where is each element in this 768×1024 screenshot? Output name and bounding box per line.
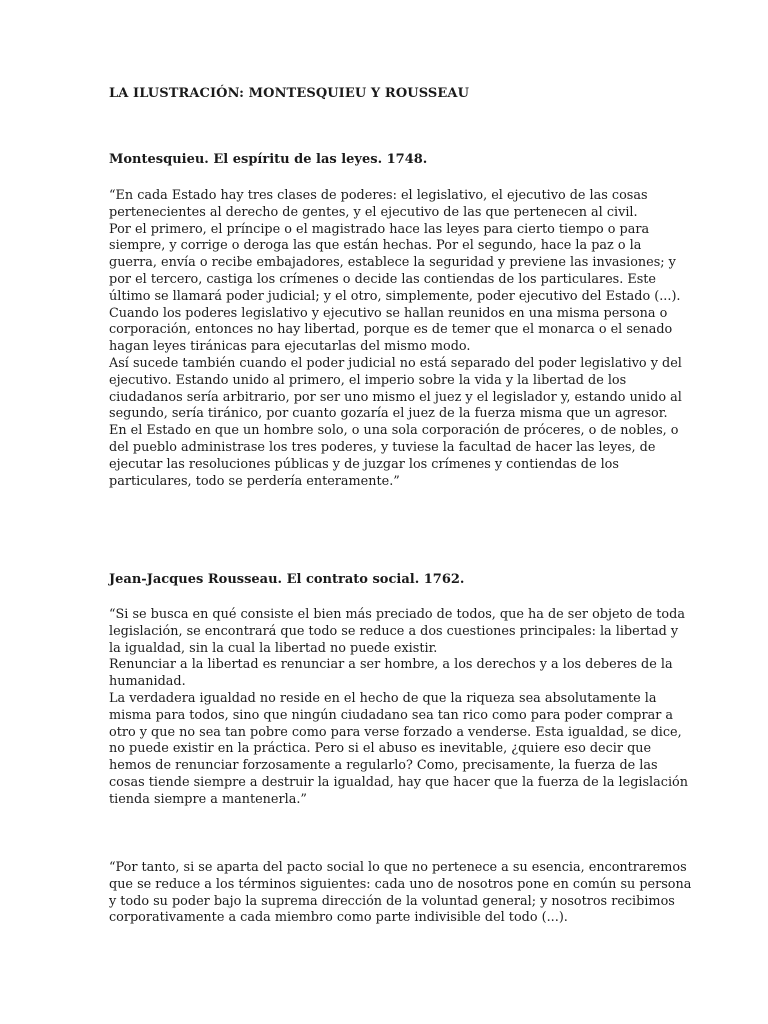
text-line: ciudadanos sería arbitrario, por ser uno mismo el juez y el legislador y, estando unido al [109,389,682,405]
rousseau-quote-1 [109,607,688,809]
section-heading-montesquieu: Montesquieu. El espíritu de las leyes. 1748. [109,152,428,167]
text-line: hemos de renunciar forzosamente a regularlo? Como, precisamente, la fuerza de las [109,758,658,774]
text-line: pertenecientes al derecho de gentes, y el ejecutivo de las que pertenecen al civil. [109,204,638,220]
text-line: cosas tiende siempre a destruir la igualdad, hay que hacer que la fuerza de la legislación [109,774,688,790]
text-line: por el tercero, castiga los crímenes o decide las contiendas de los particulares. Este [109,271,656,287]
text-line: ejecutar las resoluciones públicas y de juzgar los crímenes y contiendas de los [109,456,619,472]
text-line: legislación, se encontrará que todo se reduce a dos cuestiones principales: la libertad y [109,623,679,639]
text-line: “Por tanto, si se aparta del pacto social lo que no pertenece a su esencia, encontraremos [109,860,687,875]
text-line: misma para todos, sino que ningún ciudadano sea tan rico como para poder comprar a [109,707,674,723]
section-heading-rousseau: Jean-Jacques Rousseau. El contrato social. 1762. [109,572,465,587]
text-line: la igualdad, sin la cual la libertad no puede existir. [109,640,438,656]
text-line: Cuando los poderes legislativo y ejecutivo se hallan reunidos en una misma persona o [109,305,668,321]
document-title: LA ILUSTRACIÓN: MONTESQUIEU Y ROUSSEAU [109,86,470,101]
text-line: particulares, todo se perdería enteramente.” [109,473,400,489]
text-line: que se reduce a los términos siguientes: cada uno de nosotros pone en común su persona [109,876,692,892]
text-line: y todo su poder bajo la suprema dirección de la voluntad general; y nosotros recibimos [109,893,675,909]
text-line: Por el primero, el príncipe o el magistrado hace las leyes para cierto tiempo o para [109,221,650,237]
text-line: Así sucede también cuando el poder judicial no está separado del poder legislativo y del [109,355,682,371]
text-line: corporativamente a cada miembro como parte indivisible del todo (...). [109,910,568,926]
rousseau-quote-2 [109,860,692,927]
document-page [109,0,692,1024]
text-line: corporación, entonces no hay libertad, porque es de temer que el monarca o el senado [109,322,673,338]
text-line: En el Estado en que un hombre solo, o una sola corporación de próceres, o de nobles, o [109,423,679,439]
text-line: segundo, sería tiránico, por cuanto gozaría el juez de la fuerza misma que un agresor. [109,406,668,422]
text-line: último se llamará poder judicial; y el otro, simplemente, poder ejecutivo del Estado (...). [109,288,681,304]
text-line: no puede existir en la práctica. Pero si el abuso es inevitable, ¿quiere eso decir que [109,741,652,757]
text-line: Renunciar a la libertad es renunciar a ser hombre, a los derechos y a los deberes de la [109,657,673,673]
text-line: humanidad. [109,674,186,690]
text-line: ejecutivo. Estando unido al primero, el imperio sobre la vida y la libertad de los [109,372,627,388]
text-line: guerra, envía o recibe embajadores, establece la seguridad y previene las invasiones; y [109,255,676,271]
text-line: tienda siempre a mantenerla.” [109,791,307,807]
text-line: “En cada Estado hay tres clases de poderes: el legislativo, el ejecutivo de las cosas [109,188,648,203]
montesquieu-quote [109,188,682,490]
text-line: “Si se busca en qué consiste el bien más preciado de todos, que ha de ser objeto de toda [109,607,685,622]
text-line: La verdadera igualdad no reside en el hecho de que la riqueza sea absolutamente la [109,690,657,706]
text-line: hagan leyes tiránicas para ejecutarlas del mismo modo. [109,339,471,355]
text-line: siempre, y corrige o deroga las que están hechas. Por el segundo, hace la paz o la [109,238,642,254]
text-line: otro y que no sea tan pobre como para verse forzado a venderse. Esta igualdad, se dice, [109,724,682,740]
text-line: del pueblo administrase los tres poderes, y tuviese la facultad de hacer las leyes, de [109,439,656,455]
